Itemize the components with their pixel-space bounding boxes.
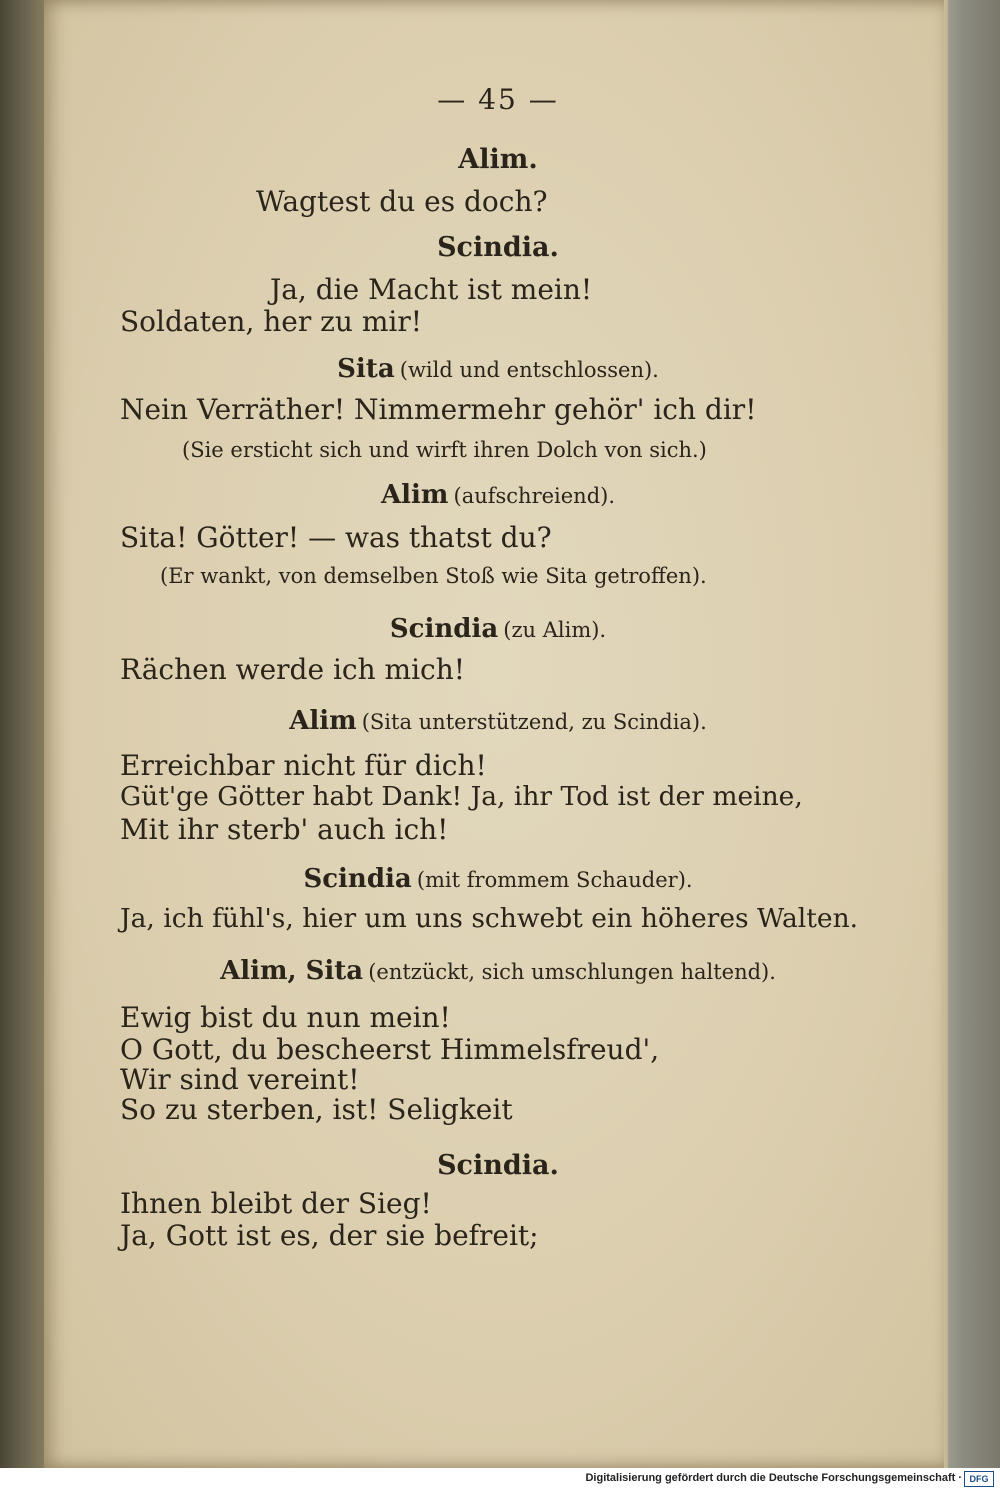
verse-line: Nein Verräther! Nimmermehr gehör' ich dir! bbox=[120, 393, 757, 426]
speaker-line-alim-sita bbox=[44, 958, 952, 984]
speaker-line-scindia bbox=[44, 866, 952, 892]
verse-line: Wir sind vereint! bbox=[120, 1063, 360, 1096]
speaker-sita: Sita bbox=[337, 354, 395, 384]
speaker-line-sita bbox=[44, 356, 952, 382]
stage-direction: (Sie ersticht sich und wirft ihren Dolch von sich.) bbox=[182, 438, 707, 462]
verse-line: Erreichbar nicht für dich! bbox=[120, 749, 487, 782]
book-spine-edge bbox=[0, 0, 48, 1468]
page-number: — 45 — bbox=[437, 83, 559, 116]
verse-line: Ja, ich fühl's, hier um uns schwebt ein höheres Walten. bbox=[120, 903, 859, 934]
stage-direction: (Er wankt, von demselben Stoß wie Sita getroffen). bbox=[160, 564, 707, 588]
speaker-line-alim bbox=[44, 708, 952, 734]
verse-line: Ewig bist du nun mein! bbox=[120, 1001, 451, 1034]
verse-line: Soldaten, her zu mir! bbox=[120, 305, 422, 338]
verse-line: O Gott, du bescheerst Himmelsfreud', bbox=[120, 1033, 660, 1066]
stage-direction: (zu Alim). bbox=[503, 618, 607, 642]
verse-line: Ja, Gott ist es, der sie befreit; bbox=[120, 1219, 539, 1252]
verse-line: Ihnen bleibt der Sieg! bbox=[120, 1187, 432, 1220]
verse-line: Wagtest du es doch? bbox=[256, 185, 548, 218]
speaker-alim-sita: Alim, Sita bbox=[220, 956, 364, 986]
speaker-scindia: Scindia. bbox=[437, 1150, 559, 1181]
verse-line: Güt'ge Götter habt Dank! Ja, ihr Tod ist der meine, bbox=[120, 781, 803, 812]
verse-line: Sita! Götter! — was thatst du? bbox=[120, 521, 552, 554]
stage-direction: (Sita unterstützend, zu Scindia). bbox=[361, 710, 707, 734]
speaker-scindia: Scindia bbox=[389, 614, 499, 644]
verse-line: Ja, die Macht ist mein! bbox=[270, 273, 593, 306]
speaker-alim: Alim bbox=[380, 480, 449, 510]
book-page bbox=[44, 0, 952, 1468]
speaker-alim: Alim. bbox=[458, 144, 538, 175]
stage-direction: (mit frommem Schauder). bbox=[416, 868, 693, 892]
speaker-alim: Alim bbox=[289, 706, 357, 736]
speaker-scindia: Scindia bbox=[303, 864, 412, 894]
verse-line: Rächen werde ich mich! bbox=[120, 653, 465, 686]
verse-line: Mit ihr sterb' auch ich! bbox=[120, 813, 449, 846]
verse-line: So zu sterben, ist! Seligkeit bbox=[120, 1093, 513, 1126]
speaker-line-scindia bbox=[44, 616, 952, 642]
digitization-footer bbox=[0, 1468, 1000, 1488]
dfg-logo: DFG bbox=[964, 1471, 994, 1487]
speaker-scindia: Scindia. bbox=[437, 232, 559, 263]
stage-direction: (wild und entschlossen). bbox=[399, 358, 659, 382]
funding-credit: Digitalisierung gefördert durch die Deutsche Forschungsgemeinschaft · bbox=[585, 1472, 962, 1484]
speaker-line-alim bbox=[44, 482, 952, 508]
stage-direction: (entzückt, sich umschlungen haltend). bbox=[368, 960, 776, 984]
book-cover-edge bbox=[948, 0, 1000, 1468]
stage-direction: (aufschreiend). bbox=[453, 484, 616, 508]
